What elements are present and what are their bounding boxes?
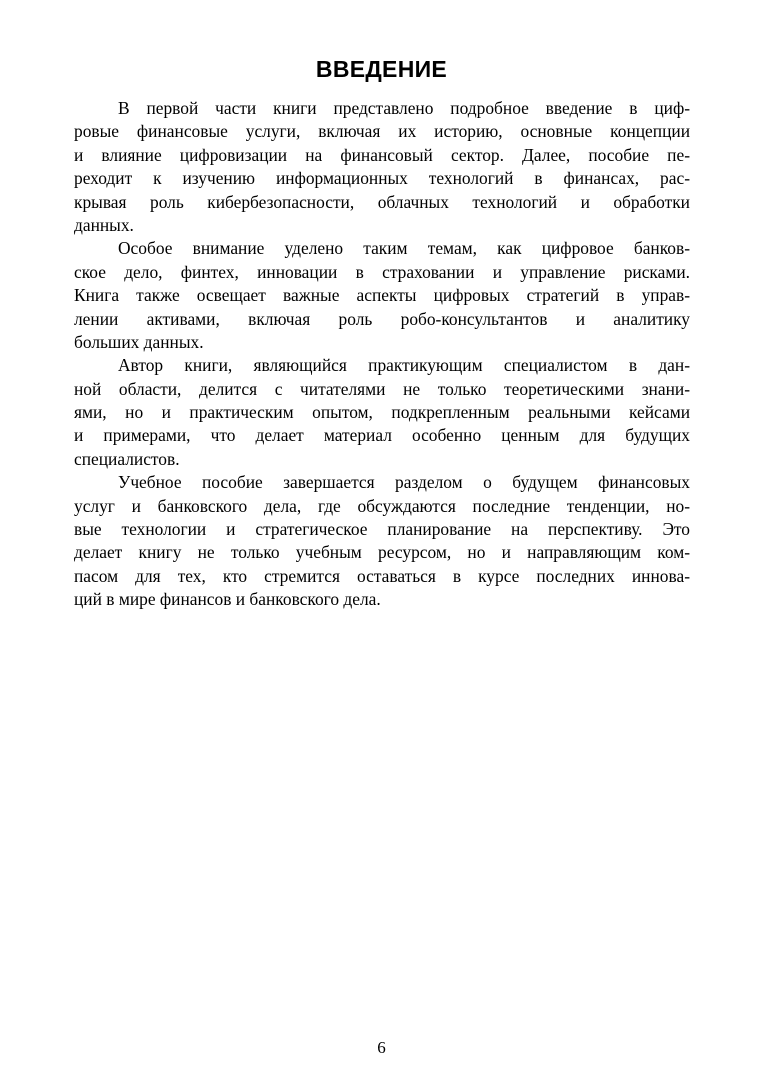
- paragraph-1: [74, 97, 690, 237]
- paragraph-line: Книга также освещает важные аспекты цифровых стратегий в управ-: [74, 285, 690, 306]
- paragraph-line: и влияние цифровизации на финансовый сектор. Далее, пособие пе-: [74, 144, 690, 165]
- paragraph-line: и примерами, что делает материал особенно ценным для будущих: [74, 425, 690, 446]
- paragraph-line: крывая роль кибербезопасности, облачных технологий и обработки: [74, 191, 690, 212]
- paragraph-line: ций в мире финансов и банковского дела.: [74, 589, 381, 610]
- paragraph-line: Автор книги, являющийся практикующим специалистом в дан-: [118, 355, 690, 376]
- paragraph-line: реходит к изучению информационных технологий в финансах, рас-: [74, 168, 690, 189]
- paragraph-line: ями, но и практическим опытом, подкрепленным реальными кейсами: [74, 402, 690, 423]
- paragraph-line: ровые финансовые услуги, включая их историю, основные концепции: [74, 121, 690, 142]
- paragraph-line: Особое внимание уделено таким темам, как цифровое банков-: [118, 238, 690, 259]
- body-text: [74, 97, 690, 612]
- paragraph-line: ское дело, финтех, инновации в страховании и управление рисками.: [74, 261, 690, 282]
- paragraph-line: пасом для тех, кто стремится оставаться в курсе последних иннова-: [74, 565, 690, 586]
- paragraph-line: вые технологии и стратегическое планирование на перспективу. Это: [74, 519, 690, 540]
- paragraph-4: [74, 471, 690, 611]
- paragraph-line: делает книгу не только учебным ресурсом, но и направляющим ком-: [74, 542, 690, 563]
- page-title: ВВЕДЕНИЕ: [315, 56, 448, 82]
- paragraph-line: услуг и банковского дела, где обсуждаются последние тенденции, но-: [74, 495, 690, 516]
- paragraph-line: специалистов.: [74, 448, 180, 469]
- paragraph-line: В первой части книги представлено подробное введение в циф-: [118, 98, 690, 118]
- paragraph-line: больших данных.: [74, 331, 204, 352]
- paragraph-line: данных.: [74, 214, 134, 235]
- paragraph-line: лении активами, включая роль робо-консультантов и аналитику: [74, 308, 690, 329]
- paragraph-line: Учебное пособие завершается разделом о будущем финансовых: [118, 472, 690, 493]
- paragraph-2: [74, 237, 690, 354]
- paragraph-3: [74, 354, 690, 471]
- page-number: 6: [377, 1038, 386, 1057]
- paragraph-line: ной области, делится с читателями не только теоретическими знани-: [74, 378, 690, 399]
